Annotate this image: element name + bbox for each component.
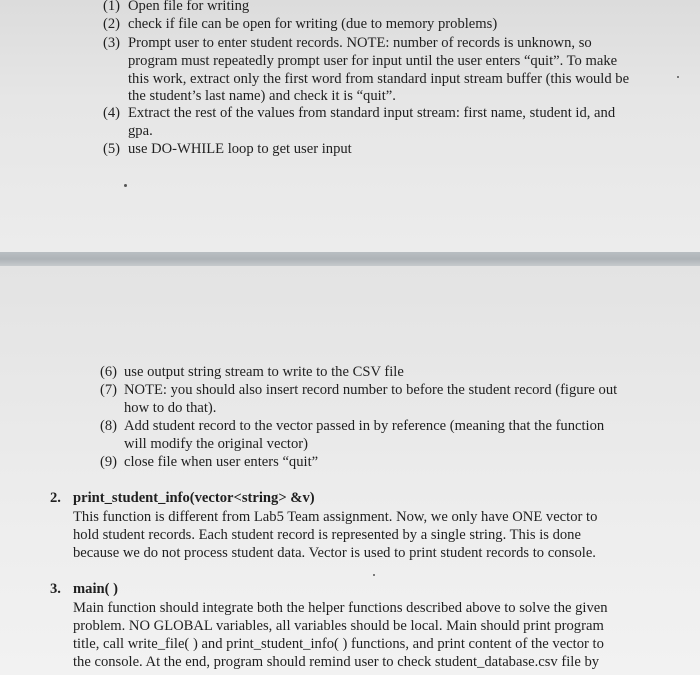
section-3-number: 3. (50, 581, 61, 597)
section-2-number: 2. (50, 490, 61, 506)
section-2-line-1: This function is different from Lab5 Team assignment. Now, we only have ONE vector to (73, 509, 598, 525)
list-number-3: (3) (103, 35, 121, 51)
list-number-7: (7) (100, 382, 118, 398)
document-page-bottom (0, 266, 700, 675)
list-item-2-line-1: check if file can be open for writing (due to memory problems) (128, 16, 498, 32)
page-separator (0, 252, 700, 266)
section-3-line-4: the console. At the end, program should remind user to check student_database.csv file by (73, 654, 600, 670)
stray-mark (677, 76, 679, 78)
section-2-heading: print_student_info(vector<string> &v) (73, 490, 315, 506)
list-item-8-line-2: will modify the original vector) (124, 436, 308, 452)
section-3-line-1: Main function should integrate both the helper functions described above to solve the given (73, 600, 608, 616)
list-item-4-line-2: gpa. (128, 123, 153, 139)
list-item-3-line-3: this work, extract only the first word from standard input stream buffer (this would be (128, 71, 630, 87)
list-item-7-line-2: how to do that). (124, 400, 217, 416)
stray-mark (373, 574, 375, 576)
list-item-7-line-1: NOTE: you should also insert record number to before the student record (figure out (124, 382, 618, 398)
section-3-line-3: title, call write_file( ) and print_student_info( ) functions, and print content of the vector to (73, 636, 604, 652)
list-item-6-line-1: use output string stream to write to the CSV file (124, 364, 404, 380)
list-number-5: (5) (103, 141, 121, 157)
section-2-line-3: because we do not process student data. Vector is used to print student records to console. (73, 545, 596, 561)
list-number-4: (4) (103, 105, 121, 121)
list-item-8-line-1: Add student record to the vector passed in by reference (meaning that the function (124, 418, 605, 434)
list-item-1-line-1: Open file for writing (128, 0, 250, 14)
list-number-2: (2) (103, 16, 121, 32)
document-page-top (0, 0, 700, 252)
list-number-9: (9) (100, 454, 118, 470)
list-number-8: (8) (100, 418, 118, 434)
list-number-6: (6) (100, 364, 118, 380)
section-3-heading: main( ) (73, 581, 118, 597)
list-item-5-line-1: use DO-WHILE loop to get user input (128, 141, 352, 157)
list-item-9-line-1: close file when user enters “quit” (124, 454, 319, 470)
list-number-1: (1) (103, 0, 121, 14)
list-item-3-line-2: program must repeatedly prompt user for input until the user enters “quit”. To make (128, 53, 618, 69)
section-3-line-2: problem. NO GLOBAL variables, all variables should be local. Main should print program (73, 618, 604, 634)
list-item-3-line-1: Prompt user to enter student records. NOTE: number of records is unknown, so (128, 35, 592, 51)
stray-mark (124, 184, 127, 187)
list-item-4-line-1: Extract the rest of the values from standard input stream: first name, student id, and (128, 105, 616, 121)
section-2-line-2: hold student records. Each student record is represented by a single string. This is done (73, 527, 581, 543)
list-item-3-line-4: the student’s last name) and check it is “quit”. (128, 88, 396, 104)
